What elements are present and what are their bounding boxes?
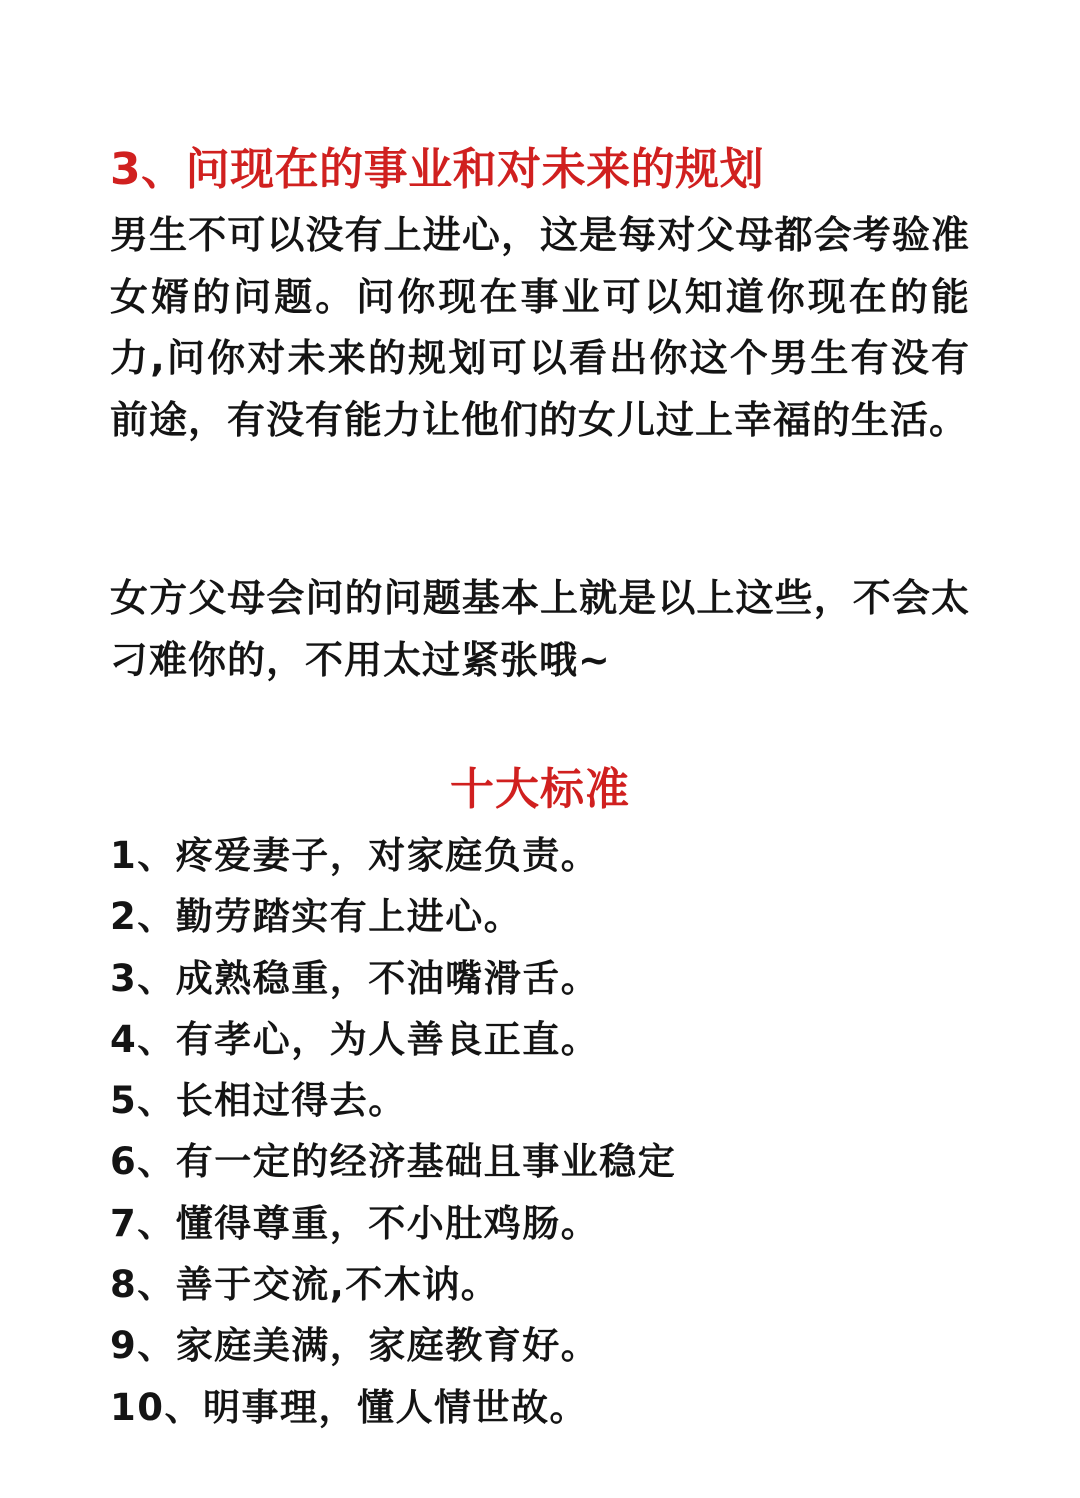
- standards-list: [110, 825, 970, 1438]
- list-item: 4、有孝心，为人善良正直。: [110, 1017, 600, 1061]
- section-heading: 3、问现在的事业和对未来的规划: [110, 144, 765, 195]
- list-item: 5、长相过得去。: [110, 1079, 407, 1123]
- list-item: 10、明事理，懂人情世故。: [110, 1385, 588, 1429]
- paragraph-summary: 女方父母会问的问题基本上就是以上这些，不会太刁难你的，不用太过紧张哦~: [110, 576, 970, 682]
- list-item: 1、疼爱妻子，对家庭负责。: [110, 834, 600, 877]
- list-item: 2、勤劳踏实有上进心。: [110, 895, 523, 939]
- list-item: 9、家庭美满，家庭教育好。: [110, 1324, 600, 1368]
- list-item: 6、有一定的经济基础且事业稳定: [110, 1140, 677, 1184]
- list-item: 8、善于交流,不木讷。: [110, 1263, 500, 1307]
- standards-title: 十大标准: [450, 764, 630, 815]
- list-item: 7、懂得尊重，不小肚鸡肠。: [110, 1201, 600, 1245]
- paragraph-career-plan: 男生不可以没有上进心，这是每对父母都会考验准女婿的问题。问你现在事业可以知道你现在的能力,问你对未来的规划可以看出你这个男生有没有前途，有没有能力让他们的女儿过上幸福的生活。: [110, 213, 970, 442]
- list-item: 3、成熟稳重，不油嘴滑舌。: [110, 956, 600, 1000]
